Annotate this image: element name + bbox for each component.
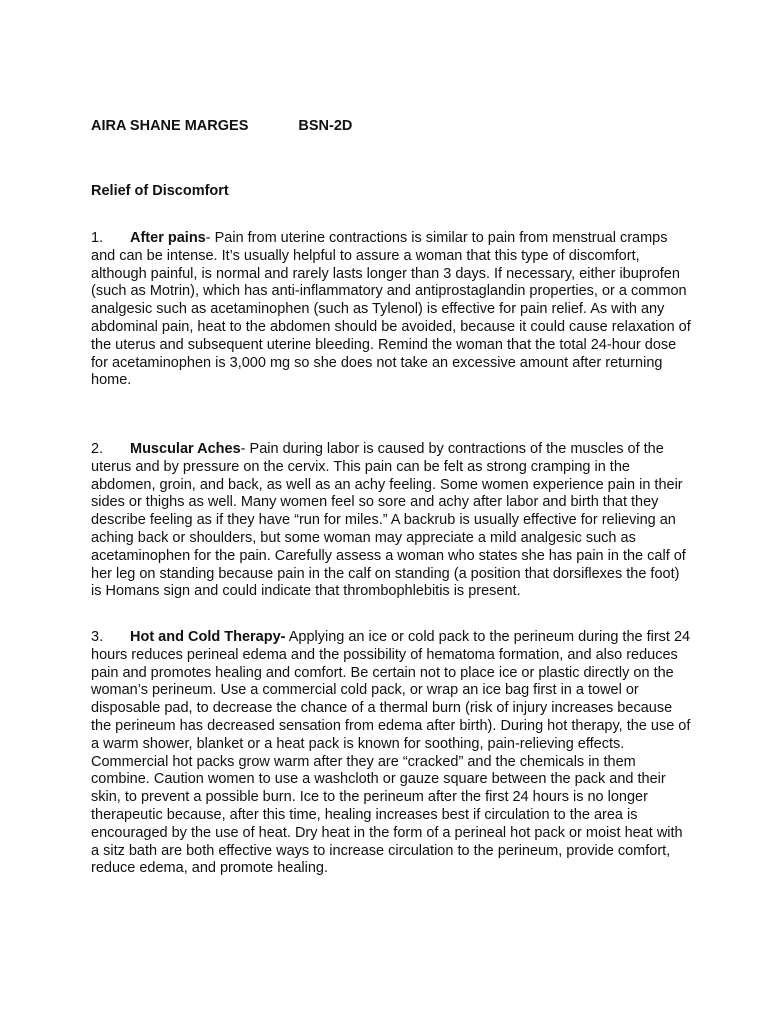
- list-item-hot-and-cold-therapy: [91, 629, 693, 878]
- item-text: Applying an ice or cold pack to the perineum during the first 24 hours reduces perineal edema and the possibility of hematoma formation, and also reduces pain and promotes healing and comfort. Be certain not to place ice or plastic directly on the woman’s perineum. Use a commercial cold pack, or wrap an ice bag first in a towel or disposable pad, to decrease the chance of a thermal burn (risk of injury increases because the perineum has decreased sensation from edema after birth). During hot therapy, the use of a warm shower, blanket or a heat pack is known for soothing, pain-relieving effects. Commercial hot packs grow warm after they are “cracked” and the chemicals in them combine. Caution women to use a washcloth or gauze square between the pack and their skin, to prevent a possible burn. Ice to the perineum after the first 24 hours is no longer therapeutic because, after this time, healing increases best if circulation to the area is encouraged by the use of heat. Dry heat in the form of a perineal hot pack or moist heat with a sitz bath are both effective ways to increase circulation to the perineum, provide comfort, reduce edema, and promote healing.: [91, 629, 691, 877]
- student-name: AIRA SHANE MARGES: [91, 118, 249, 134]
- item-term: Muscular Aches: [130, 441, 241, 457]
- list-item-after-pains: [91, 230, 693, 390]
- document-title: Relief of Discomfort: [91, 183, 229, 199]
- item-number: 2.: [91, 441, 104, 457]
- item-number: 3.: [91, 629, 104, 645]
- list-item-muscular-aches: [91, 441, 693, 601]
- item-text: - Pain from uterine contractions is similar to pain from menstrual cramps and can be intense. It’s usually helpful to assure a woman that this type of discomfort, although painful, is normal and rarely lasts longer than 3 days. If necessary, either ibuprofen (such as Motrin), which has anti-inflammatory and antiprostaglandin properties, or a common analgesic such as acetaminophen (such as Tylenol) is effective for pain relief. As with any abdominal pain, heat to the abdomen should be avoided, because it could cause relaxation of the uterus and subsequent uterine bleeding. Remind the woman that the total 24-hour dose for acetaminophen is 3,000 mg so she does not take an excessive amount after returning home.: [91, 230, 691, 389]
- item-term: Hot and Cold Therapy-: [130, 629, 286, 645]
- student-section: BSN-2D: [298, 118, 353, 134]
- document-header: [91, 118, 352, 134]
- item-number: 1.: [91, 230, 104, 246]
- item-term: After pains: [130, 230, 206, 246]
- item-text: - Pain during labor is caused by contractions of the muscles of the uterus and by pressure on the cervix. This pain can be felt as strong cramping in the abdomen, groin, and back, as well as an achy feeling. Some women experience pain in their sides or thighs as well. Many women feel so sore and achy after labor and birth that they describe feeling as if they have “run for miles.” A backrub is usually effective for relieving an aching back or shoulders, but some woman may appreciate a mild analgesic such as acetaminophen for the pain. Carefully assess a woman who states she has pain in the calf of her leg on standing because pain in the calf on standing (a position that dorsiflexes the foot) is Homans sign and could indicate that thrombophlebitis is present.: [91, 441, 686, 600]
